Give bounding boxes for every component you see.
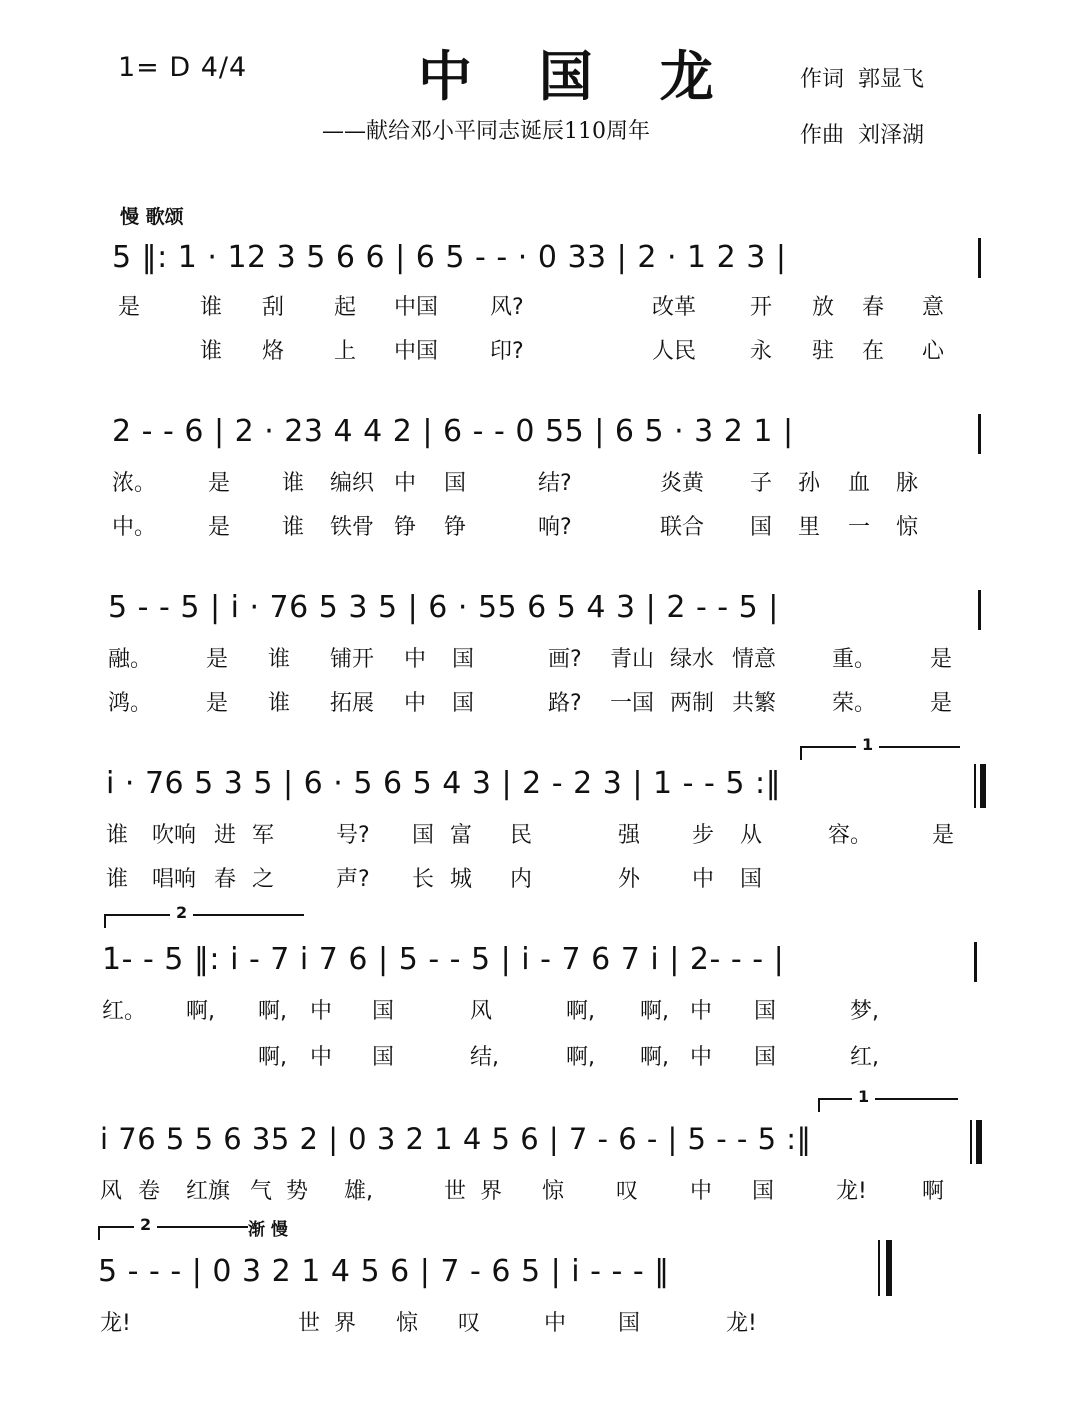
lyric-syllable: 界: [334, 1311, 357, 1336]
lyric-syllable: 永: [750, 339, 773, 364]
lyric-syllable: 富: [450, 823, 473, 848]
lyric-syllable: 世: [444, 1179, 467, 1204]
lyric-syllable: 红旗: [186, 1179, 231, 1204]
lyric-syllable: 进: [214, 823, 237, 848]
lyric-syllable: 路?: [548, 691, 582, 716]
lyric-syllable: 叹: [458, 1311, 481, 1336]
lyric-syllable: 中: [690, 999, 713, 1024]
lyric-syllable: 中: [310, 999, 333, 1024]
barline: [978, 414, 981, 454]
lyric-syllable: 国: [618, 1311, 641, 1336]
lyric-syllable: 国: [452, 691, 475, 716]
lyric-syllable: 印?: [490, 339, 524, 364]
lyric-syllable: 意: [922, 295, 945, 320]
volta-bracket-tick: [104, 914, 106, 928]
lyrics-line-2a: [0, 466, 1080, 496]
lyric-syllable: 中: [544, 1311, 567, 1336]
lyric-syllable: 情意: [732, 647, 777, 672]
lyric-syllable: 里: [798, 515, 821, 540]
lyrics-line-6a: [0, 1174, 1080, 1204]
lyric-syllable: 是: [930, 691, 953, 716]
notation-line-4: i · 76 5 3 5 | 6 · 5 6 5 4 3 | 2 - 2 3 | 1 - - 5 :‖: [106, 766, 782, 801]
lyric-syllable: 国: [750, 515, 773, 540]
lyric-syllable: 画?: [548, 647, 582, 672]
barline: [974, 942, 977, 982]
lyric-syllable: 放: [812, 295, 835, 320]
lyric-syllable: 谁: [282, 515, 305, 540]
lyric-syllable: 融。: [108, 647, 153, 672]
lyric-syllable: 人民: [652, 339, 697, 364]
lyric-syllable: 容。: [828, 823, 873, 848]
lyric-syllable: 风?: [490, 295, 524, 320]
lyric-syllable: 号?: [336, 823, 370, 848]
notation-line-5: 1- - 5 ‖: i - 7 i 7 6 | 5 - - 5 | i - 7 6 7 i | 2- - - |: [102, 942, 785, 977]
lyric-syllable: 国: [412, 823, 435, 848]
lyric-syllable: 中: [690, 1045, 713, 1070]
lyrics-line-3a: [0, 642, 1080, 672]
lyric-syllable: 两制: [670, 691, 715, 716]
lyric-syllable: 中国: [394, 295, 439, 320]
song-title: 中 国 龙: [418, 44, 738, 108]
lyric-syllable: 结?: [538, 471, 572, 496]
lyric-syllable: 雄,: [344, 1179, 373, 1204]
lyric-syllable: 惊: [396, 1311, 419, 1336]
lyric-syllable: 是: [932, 823, 955, 848]
lyric-syllable: 是: [930, 647, 953, 672]
lyric-syllable: 国: [754, 1045, 777, 1070]
lyric-syllable: 铮: [444, 515, 467, 540]
lyric-syllable: 春: [862, 295, 885, 320]
lyric-syllable: 啊,: [566, 999, 595, 1024]
lyric-syllable: 重。: [832, 647, 877, 672]
lyric-syllable: 编织: [330, 471, 375, 496]
lyric-syllable: 啊,: [258, 999, 287, 1024]
tempo-change-marking: 渐 慢: [248, 1220, 288, 1240]
lyric-syllable: 之: [252, 867, 275, 892]
lyric-syllable: 谁: [268, 691, 291, 716]
lyric-syllable: 步: [692, 823, 715, 848]
lyric-syllable: 谁: [268, 647, 291, 672]
lyric-syllable: 啊,: [566, 1045, 595, 1070]
lyric-syllable: 炎黄: [660, 471, 705, 496]
lyric-syllable: 联合: [660, 515, 705, 540]
lyric-syllable: 龙!: [100, 1311, 131, 1336]
lyric-syllable: 改革: [652, 295, 697, 320]
volta-bracket-2: [98, 1226, 248, 1228]
lyric-syllable: 中: [404, 691, 427, 716]
lyric-syllable: 心: [922, 339, 945, 364]
composer-label: 作曲: [800, 123, 845, 148]
lyric-syllable: 中: [692, 867, 715, 892]
barline: [978, 590, 981, 630]
lyric-syllable: 是: [206, 647, 229, 672]
lyric-syllable: 血: [848, 471, 871, 496]
lyric-syllable: 是: [118, 295, 141, 320]
volta-bracket-2: [104, 914, 304, 916]
volta-ending-number: 1: [852, 1087, 875, 1106]
lyric-syllable: 一国: [610, 691, 655, 716]
lyric-syllable: 龙!: [836, 1179, 867, 1204]
lyric-syllable: 鸿。: [108, 691, 153, 716]
lyric-syllable: 国: [372, 1045, 395, 1070]
lyric-syllable: 长: [412, 867, 435, 892]
key-signature: 1= D 4/4: [118, 52, 248, 83]
lyrics-line-4a: [0, 818, 1080, 848]
lyric-syllable: 中: [404, 647, 427, 672]
lyric-syllable: 外: [618, 867, 641, 892]
lyric-syllable: 在: [862, 339, 885, 364]
volta-ending-number: 2: [170, 903, 193, 922]
lyric-syllable: 啊,: [640, 999, 669, 1024]
lyric-syllable: 中: [690, 1179, 713, 1204]
lyrics-line-5b: [0, 1040, 1080, 1070]
lyric-syllable: 拓展: [330, 691, 375, 716]
lyric-syllable: 国: [754, 999, 777, 1024]
notation-line-2: 2 - - 6 | 2 · 23 4 4 2 | 6 - - 0 55 | 6 5 · 3 2 1 |: [112, 414, 794, 449]
lyric-syllable: 惊: [896, 515, 919, 540]
final-barline-thin: [878, 1240, 880, 1296]
lyric-syllable: 驻: [812, 339, 835, 364]
lyric-syllable: 中国: [394, 339, 439, 364]
lyrics-line-1b: [0, 334, 1080, 364]
lyric-syllable: 谁: [282, 471, 305, 496]
lyric-syllable: 啊: [922, 1179, 945, 1204]
lyric-syllable: 国: [740, 867, 763, 892]
lyric-syllable: 谁: [106, 823, 129, 848]
lyric-syllable: 烙: [262, 339, 285, 364]
lyrics-line-5a: [0, 994, 1080, 1024]
lyric-syllable: 结,: [470, 1045, 499, 1070]
lyrics-line-3b: [0, 686, 1080, 716]
lyric-syllable: 从: [740, 823, 763, 848]
lyrics-line-1a: [0, 290, 1080, 320]
lyric-syllable: 孙: [798, 471, 821, 496]
lyric-syllable: 是: [206, 691, 229, 716]
barline-end-repeat-thick: [980, 764, 986, 808]
lyric-syllable: 民: [510, 823, 533, 848]
lyric-syllable: 国: [452, 647, 475, 672]
lyric-syllable: 国: [444, 471, 467, 496]
lyric-syllable: 谁: [200, 295, 223, 320]
barline: [978, 238, 981, 278]
lyric-syllable: 啊,: [258, 1045, 287, 1070]
lyric-syllable: 国: [372, 999, 395, 1024]
lyric-syllable: 中: [394, 471, 417, 496]
lyricist-label: 作词: [800, 67, 845, 92]
lyric-syllable: 风: [100, 1179, 123, 1204]
volta-bracket-tick: [818, 1098, 820, 1112]
volta-ending-number: 1: [856, 735, 879, 754]
lyric-syllable: 上: [334, 339, 357, 364]
lyric-syllable: 春: [214, 867, 237, 892]
lyric-syllable: 界: [480, 1179, 503, 1204]
lyric-syllable: 中: [310, 1045, 333, 1070]
lyric-syllable: 浓。: [112, 471, 157, 496]
lyric-syllable: 谁: [106, 867, 129, 892]
lyric-syllable: 卷: [138, 1179, 161, 1204]
lyric-syllable: 势: [286, 1179, 309, 1204]
lyricist-credit: [800, 62, 924, 93]
barline-end-repeat: [974, 764, 976, 808]
lyricist-name: 郭显飞: [858, 67, 925, 92]
lyric-syllable: 荣。: [832, 691, 877, 716]
notation-line-3: 5 - - 5 | i · 76 5 3 5 | 6 · 55 6 5 4 3 | 2 - - 5 |: [108, 590, 779, 625]
volta-bracket-tick: [98, 1226, 100, 1240]
lyric-syllable: 共繁: [732, 691, 777, 716]
lyric-syllable: 内: [510, 867, 533, 892]
lyrics-line-7a: [0, 1306, 1080, 1336]
lyric-syllable: 啊,: [640, 1045, 669, 1070]
lyric-syllable: 中。: [112, 515, 157, 540]
lyric-syllable: 惊: [542, 1179, 565, 1204]
lyric-syllable: 脉: [896, 471, 919, 496]
lyric-syllable: 响?: [538, 515, 572, 540]
notation-line-1: 5 ‖: 1 · 12 3 5 6 6 | 6 5 - - · 0 33 | 2 · 1 2 3 |: [112, 240, 787, 275]
lyric-syllable: 叹: [616, 1179, 639, 1204]
lyric-syllable: 一: [848, 515, 871, 540]
volta-bracket-1: [800, 746, 960, 748]
composer-credit: [800, 118, 924, 149]
composer-name: 刘泽湖: [858, 123, 925, 148]
barline-end-repeat: [970, 1120, 972, 1164]
lyric-syllable: 军: [252, 823, 275, 848]
volta-ending-number: 2: [134, 1215, 157, 1234]
barline-end-repeat-thick: [976, 1120, 982, 1164]
volta-bracket-tick: [800, 746, 802, 760]
lyric-syllable: 开: [750, 295, 773, 320]
lyric-syllable: 啊,: [186, 999, 215, 1024]
lyric-syllable: 红,: [850, 1045, 879, 1070]
lyric-syllable: 绿水: [670, 647, 715, 672]
notation-line-6: i 76 5 5 6 35 2 | 0 3 2 1 4 5 6 | 7 - 6 - | 5 - - 5 :‖: [100, 1122, 812, 1156]
lyric-syllable: 铮: [394, 515, 417, 540]
lyric-syllable: 声?: [336, 867, 370, 892]
lyric-syllable: 国: [752, 1179, 775, 1204]
lyrics-line-4b: [0, 862, 1080, 892]
lyric-syllable: 城: [450, 867, 473, 892]
lyric-syllable: 谁: [200, 339, 223, 364]
lyric-syllable: 是: [208, 515, 231, 540]
lyric-syllable: 风: [470, 999, 493, 1024]
lyric-syllable: 龙!: [726, 1311, 757, 1336]
notation-line-7: 5 - - - | 0 3 2 1 4 5 6 | 7 - 6 5 | i - - - ‖: [98, 1254, 670, 1289]
lyric-syllable: 青山: [610, 647, 655, 672]
song-subtitle: ——献给邓小平同志诞辰110周年: [322, 119, 650, 144]
tempo-marking: 慢 歌颂: [120, 206, 184, 228]
final-barline-thick: [886, 1240, 892, 1296]
lyric-syllable: 铺开: [330, 647, 375, 672]
lyric-syllable: 气: [250, 1179, 273, 1204]
volta-bracket-1: [818, 1098, 958, 1100]
lyric-syllable: 刮: [262, 295, 285, 320]
lyrics-line-2b: [0, 510, 1080, 540]
lyric-syllable: 子: [750, 471, 773, 496]
lyric-syllable: 唱响: [152, 867, 197, 892]
lyric-syllable: 起: [334, 295, 357, 320]
lyric-syllable: 红。: [102, 999, 147, 1024]
lyric-syllable: 是: [208, 471, 231, 496]
lyric-syllable: 世: [298, 1311, 321, 1336]
lyric-syllable: 铁骨: [330, 515, 375, 540]
lyric-syllable: 强: [618, 823, 641, 848]
lyric-syllable: 吹响: [152, 823, 197, 848]
lyric-syllable: 梦,: [850, 999, 879, 1024]
